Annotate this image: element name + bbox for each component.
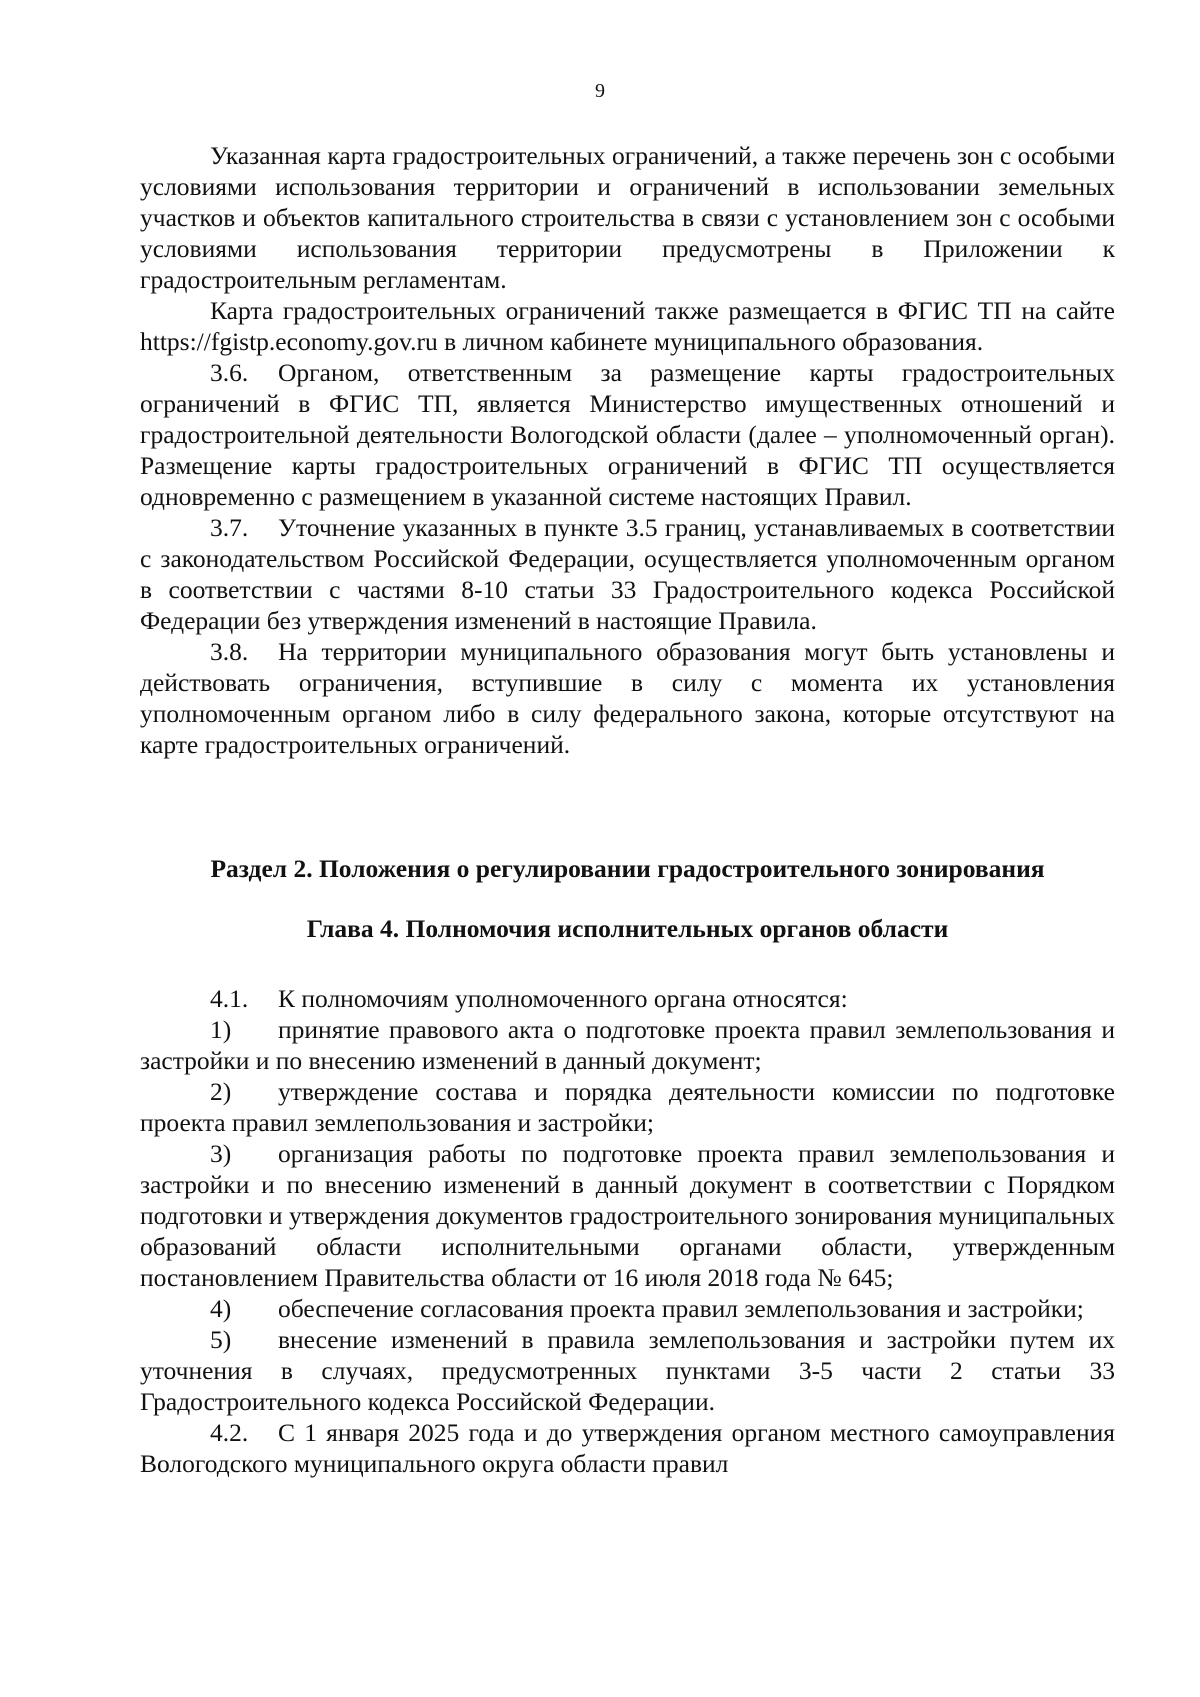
list-item-text: организация работы по подготовке проекта правил землепользования и застройки и по внесению изменений в данный документ в соответствии с Порядком подготовки и утверждения документов градостроительного зонирования муниципальных образований области исполнительными органами области, утвержденным постановлением Правительства области от 16 июля 2018 года № 645; [140, 1139, 1115, 1292]
paragraph-4-1 [140, 983, 1115, 1014]
paragraph-text: На территории муниципального образования могут быть установлены и действовать ограничения, вступившие в силу с момента их установления уполномоченным органом либо в силу федерального закона, которые отсутствуют на карте градостроительных ограничений. [140, 637, 1115, 759]
paragraph-text: К полномочиям уполномоченного органа относятся: [278, 984, 848, 1013]
list-item-1 [140, 1014, 1115, 1076]
list-item-5 [140, 1324, 1115, 1417]
paragraph-3-8 [140, 636, 1115, 760]
paragraph-text: Уточнение указанных в пункте 3.5 границ, устанавливаемых в соответствии с законодательством Российской Федерации, осуществляется уполномоченным органом в соответствии с частями 8-10 статьи 33 Градостроительного кодекса Российской Федерации без утверждения изменений в настоящие Правила. [140, 513, 1115, 635]
list-item-4 [140, 1293, 1115, 1324]
list-item-number: 2) [210, 1077, 232, 1106]
paragraph-text: С 1 января 2025 года и до утверждения органом местного самоуправления Вологодского муниципального округа области правил [140, 1418, 1115, 1478]
paragraph-number: 3.6. [210, 358, 249, 387]
paragraph-3-7 [140, 512, 1115, 636]
paragraph-number: 3.7. [210, 513, 249, 542]
paragraph [140, 295, 1115, 357]
list-item-text: обеспечение согласования проекта правил землепользования и застройки; [278, 1294, 1084, 1323]
list-item-3 [140, 1138, 1115, 1293]
list-item-number: 3) [210, 1139, 232, 1168]
section-heading-block [140, 853, 1115, 884]
paragraph [140, 140, 1115, 295]
paragraph-3-6 [140, 357, 1115, 512]
list-item-number: 5) [210, 1325, 232, 1354]
body-text-block-1 [140, 140, 1115, 760]
list-item-2 [140, 1076, 1115, 1138]
list-item-number: 4) [210, 1294, 232, 1323]
body-text-block-2 [140, 983, 1115, 1479]
chapter-heading: Глава 4. Полномочия исполнительных органов области [306, 914, 949, 943]
chapter-heading-block [140, 913, 1115, 944]
list-item-text: принятие правового акта о подготовке проекта правил землепользования и застройки и по внесению изменений в данный документ; [140, 1015, 1115, 1075]
paragraph-text: Карта градостроительных ограничений также размещается в ФГИС ТП на сайте https://fgistp.economy.gov.ru в личном кабинете муниципального образования. [140, 296, 1115, 356]
section-heading: Раздел 2. Положения о регулировании градостроительного зонирования [210, 854, 1045, 883]
paragraph-number: 4.2. [210, 1418, 249, 1447]
paragraph-text: Органом, ответственным за размещение карты градостроительных ограничений в ФГИС ТП, является Министерство имущественных отношений и градостроительной деятельности Вологодской области (далее – уполномоченный орган). Размещение карты градостроительных ограничений в ФГИС ТП осуществляется одновременно с размещением в указанной системе настоящих Правил. [140, 358, 1115, 511]
paragraph-number: 4.1. [210, 984, 249, 1013]
paragraph-4-2 [140, 1417, 1115, 1479]
list-item-number: 1) [210, 1015, 232, 1044]
list-item-text: внесение изменений в правила землепользования и застройки путем их уточнения в случаях, предусмотренных пунктами 3-5 части 2 статьи 33 Градостроительного кодекса Российской Федерации. [140, 1325, 1115, 1416]
page-number: 9 [595, 80, 605, 102]
paragraph-number: 3.8. [210, 637, 249, 666]
list-item-text: утверждение состава и порядка деятельности комиссии по подготовке проекта правил землепользования и застройки; [140, 1077, 1115, 1137]
paragraph-text: Указанная карта градостроительных ограничений, а также перечень зон с особыми условиями использования территории и ограничений в использовании земельных участков и объектов капитального строительства в связи с установлением зон с особыми условиями использования территории предусмотрены в Приложении к градостроительным регламентам. [140, 141, 1115, 294]
